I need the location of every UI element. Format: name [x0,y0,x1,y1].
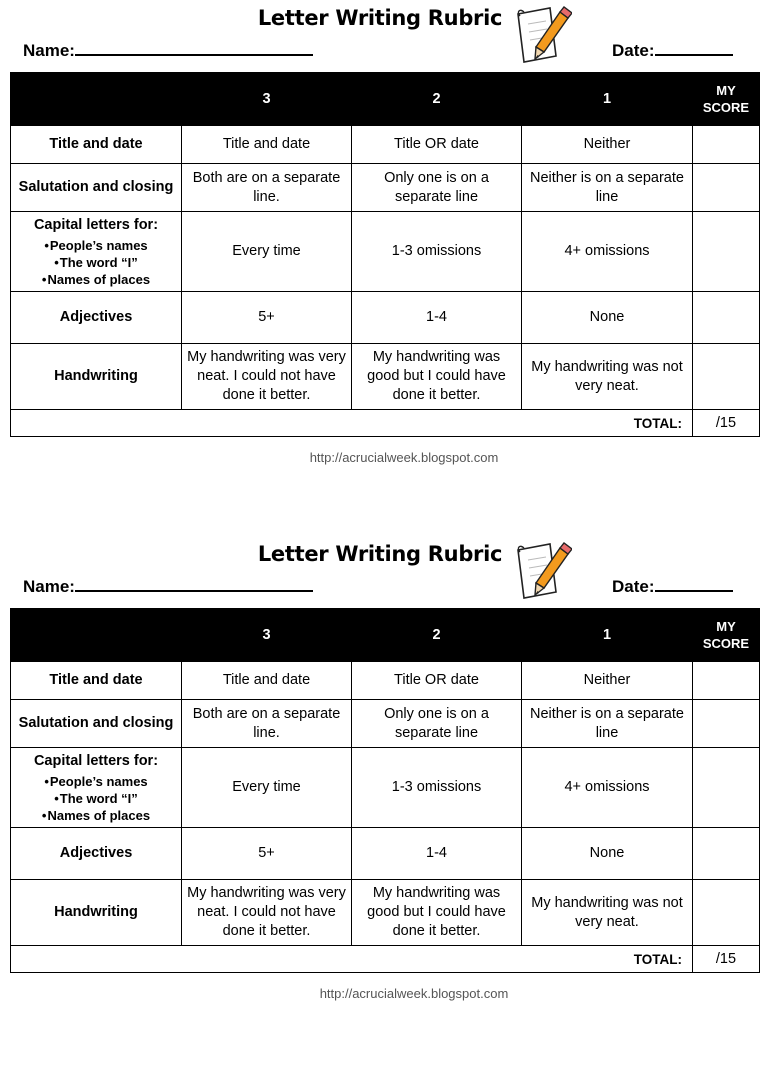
score-1-cell: Neither is on a separate line [522,164,693,212]
header-my-score: MY SCORE [693,609,760,662]
header-blank-cell [11,609,182,662]
total-label: TOTAL: [11,410,693,437]
my-score-cell[interactable] [693,880,760,946]
score-2-cell: 1-4 [352,828,522,880]
score-1-cell: None [522,292,693,344]
score-3-cell: 5+ [182,828,352,880]
score-2-cell: My handwriting was good but I could have done it better. [352,344,522,410]
score-2-cell: Title OR date [352,662,522,700]
score-1-cell: Neither is on a separate line [522,700,693,748]
score-1-cell: 4+ omissions [522,748,693,828]
my-score-cell[interactable] [693,164,760,212]
paper-and-pencil-icon [510,538,572,602]
rubric-title: Letter Writing Rubric [257,542,503,566]
score-3-cell: Title and date [182,662,352,700]
criterion-cell: Adjectives [11,292,182,344]
score-3-cell: Every time [182,748,352,828]
header-score-1: 1 [522,609,693,662]
criterion-cell: Handwriting [11,880,182,946]
table-row [11,828,760,880]
table-row [11,126,760,164]
rubric-title: Letter Writing Rubric [257,6,503,30]
total-value[interactable]: /15 [693,946,760,973]
score-1-cell: My handwriting was not very neat. [522,344,693,410]
score-3-cell: Both are on a separate line. [182,700,352,748]
score-1-cell: None [522,828,693,880]
capital-letter-list: • People’s names • The word “I” • Names of places [15,237,177,288]
header-score-2: 2 [352,73,522,126]
score-3-cell: My handwriting was very neat. I could not have done it better. [182,880,352,946]
total-value[interactable]: /15 [693,410,760,437]
score-2-cell: Only one is on a separate line [352,164,522,212]
footer-url: http://acrucialweek.blogspot.com [319,986,509,1001]
criterion-cell: Title and date [11,126,182,164]
criterion-cell: Handwriting [11,344,182,410]
my-score-cell[interactable] [693,292,760,344]
name-field: Name: [23,40,313,61]
my-score-cell[interactable] [693,748,760,828]
header-score-3: 3 [182,609,352,662]
score-1-cell: Neither [522,126,693,164]
table-header-row [11,73,760,126]
my-score-cell[interactable] [693,828,760,880]
total-row [11,946,760,973]
header-my-score: MY SCORE [693,73,760,126]
table-row [11,662,760,700]
table-row [11,880,760,946]
table-row [11,292,760,344]
my-score-cell[interactable] [693,700,760,748]
criterion-cell: Capital letters for: • People’s names • The word “I” • Names of places [11,212,182,292]
header-score-2: 2 [352,609,522,662]
score-2-cell: 1-3 omissions [352,212,522,292]
table-row [11,164,760,212]
total-label: TOTAL: [11,946,693,973]
criterion-cell: Title and date [11,662,182,700]
score-2-cell: Only one is on a separate line [352,700,522,748]
score-2-cell: 1-3 omissions [352,748,522,828]
total-row [11,410,760,437]
footer-url: http://acrucialweek.blogspot.com [309,450,499,465]
score-1-cell: Neither [522,662,693,700]
criterion-cell: Salutation and closing [11,164,182,212]
header-score-3: 3 [182,73,352,126]
table-header-row [11,609,760,662]
score-3-cell: Every time [182,212,352,292]
table-row [11,212,760,292]
rubric-table [10,608,760,973]
name-field: Name: [23,576,313,597]
score-1-cell: 4+ omissions [522,212,693,292]
date-field: Date: [612,40,733,61]
score-1-cell: My handwriting was not very neat. [522,880,693,946]
my-score-cell[interactable] [693,126,760,164]
paper-and-pencil-icon [510,2,572,66]
my-score-cell[interactable] [693,662,760,700]
score-2-cell: Title OR date [352,126,522,164]
score-3-cell: Title and date [182,126,352,164]
score-3-cell: 5+ [182,292,352,344]
rubric-table [10,72,760,437]
table-row [11,748,760,828]
score-2-cell: My handwriting was good but I could have done it better. [352,880,522,946]
criterion-cell: Capital letters for: • People’s names • The word “I” • Names of places [11,748,182,828]
table-row [11,700,760,748]
date-field: Date: [612,576,733,597]
score-3-cell: My handwriting was very neat. I could not have done it better. [182,344,352,410]
my-score-cell[interactable] [693,344,760,410]
criterion-cell: Salutation and closing [11,700,182,748]
table-row [11,344,760,410]
header-score-1: 1 [522,73,693,126]
score-3-cell: Both are on a separate line. [182,164,352,212]
header-blank-cell [11,73,182,126]
score-2-cell: 1-4 [352,292,522,344]
criterion-cell: Adjectives [11,828,182,880]
my-score-cell[interactable] [693,212,760,292]
capital-letter-list: • People’s names • The word “I” • Names of places [15,773,177,824]
rubric-sheet-2 [0,536,768,1072]
